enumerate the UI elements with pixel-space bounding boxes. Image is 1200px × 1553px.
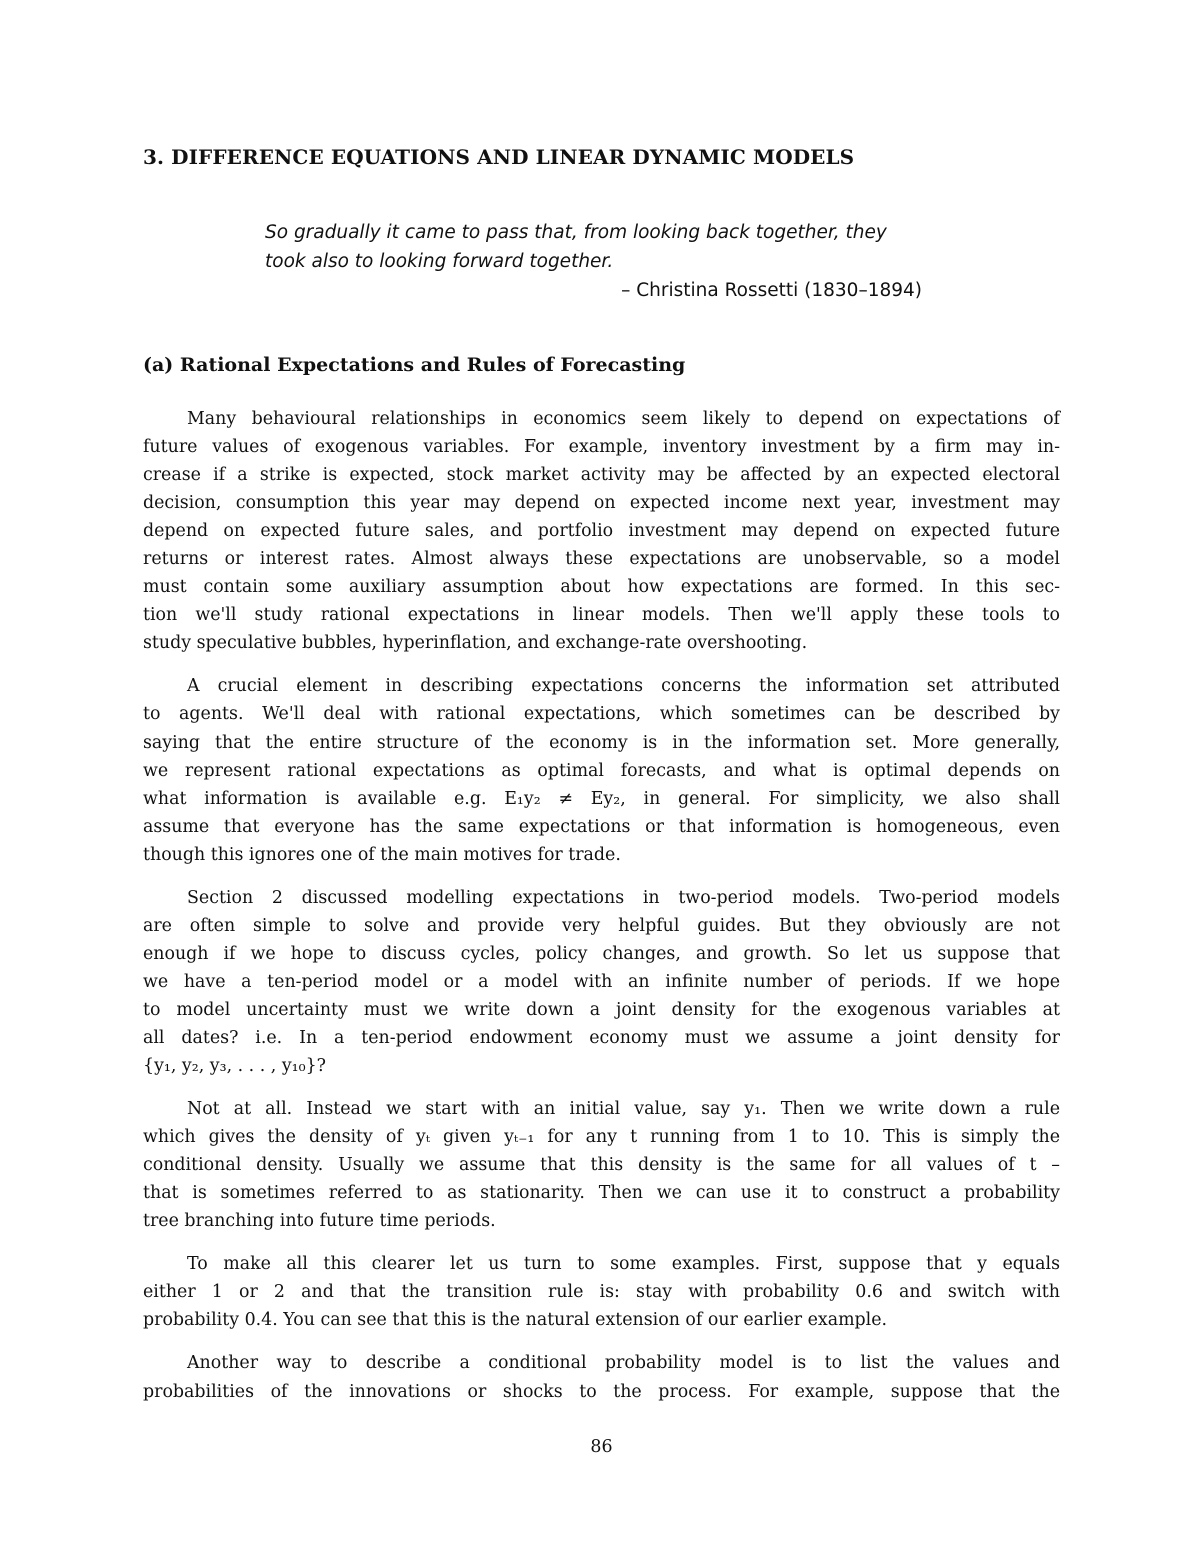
epigraph-quote-line-1: So gradually it came to pass that, from looking back together, they (265, 222, 887, 243)
text-line: we represent rational expectations as optimal forecasts, and what is optimal depends on (143, 760, 1060, 781)
text-line: Section 2 discussed modelling expectations in two-period models. Two-period models (187, 887, 1060, 908)
text-line: tree branching into future time periods. (143, 1211, 496, 1232)
body-text (143, 405, 1060, 1421)
paragraph (143, 672, 1060, 868)
page-number: 86 (590, 1437, 613, 1457)
paragraph (143, 1250, 1060, 1334)
text-line: To make all this clearer let us turn to some examples. First, suppose that y equals (187, 1254, 1060, 1275)
text-line: probability 0.4. You can see that this is the natural extension of our earlier example. (143, 1310, 888, 1331)
text-line: though this ignores one of the main motives for trade. (143, 844, 621, 865)
text-line: crease if a strike is expected, stock market activity may be affected by an expected electoral (143, 465, 1060, 486)
section-title: (a) Rational Expectations and Rules of Forecasting (143, 354, 686, 376)
page (143, 0, 1060, 1553)
text-line: A crucial element in describing expectations concerns the information set attributed (187, 676, 1060, 697)
paragraph (143, 884, 1060, 1080)
text-line: study speculative bubbles, hyperinflation, and exchange-rate overshooting. (143, 633, 808, 654)
chapter-title: 3. DIFFERENCE EQUATIONS AND LINEAR DYNAMIC MODELS (143, 145, 855, 169)
text-line: probabilities of the innovations or shocks to the process. For example, suppose that the (143, 1381, 1060, 1402)
text-line: saying that the entire structure of the economy is in the information set. More generally, (143, 732, 1060, 753)
paragraph (143, 1349, 1060, 1405)
text-line: what information is available e.g. E₁y₂ ≠ Ey₂, in general. For simplicity, we also shall (143, 788, 1060, 809)
epigraph-quote-line-2: took also to looking forward together. (265, 251, 614, 272)
text-line: depend on expected future sales, and portfolio investment may depend on expected future (143, 521, 1060, 542)
text-line: future values of exogenous variables. For example, inventory investment by a firm may in- (143, 437, 1060, 458)
text-line: returns or interest rates. Almost always these expectations are unobservable, so a model (143, 549, 1060, 570)
text-line: must contain some auxiliary assumption about how expectations are formed. In this sec- (143, 577, 1060, 598)
paragraph (143, 405, 1060, 657)
text-line: which gives the density of yₜ given yₜ₋₁ for any t running from 1 to 10. This is simply the (143, 1127, 1060, 1148)
text-line: enough if we hope to discuss cycles, policy changes, and growth. So let us suppose that (143, 943, 1060, 964)
text-line: that is sometimes referred to as stationarity. Then we can use it to construct a probability (143, 1183, 1060, 1204)
text-line: either 1 or 2 and that the transition rule is: stay with probability 0.6 and switch with (143, 1282, 1060, 1303)
text-line: to agents. We'll deal with rational expectations, which sometimes can be described by (143, 704, 1060, 725)
text-line: assume that everyone has the same expectations or that information is homogeneous, even (143, 816, 1060, 837)
text-line: Not at all. Instead we start with an initial value, say y₁. Then we write down a rule (187, 1099, 1060, 1120)
epigraph (265, 218, 945, 305)
text-line: conditional density. Usually we assume that this density is the same for all values of t – (143, 1155, 1060, 1176)
text-line: to model uncertainty must we write down a joint density for the exogenous variables at (143, 999, 1060, 1020)
epigraph-attribution: – Christina Rossetti (1830–1894) (621, 280, 922, 301)
text-line: Another way to describe a conditional probability model is to list the values and (187, 1353, 1060, 1374)
text-line: we have a ten-period model or a model with an infinite number of periods. If we hope (143, 971, 1060, 992)
paragraph (143, 1095, 1060, 1235)
text-line: all dates? i.e. In a ten-period endowment economy must we assume a joint density for (143, 1027, 1060, 1048)
text-line: are often simple to solve and provide very helpful guides. But they obviously are not (143, 915, 1060, 936)
text-line: {y₁, y₂, y₃, . . . , y₁₀}? (143, 1056, 327, 1077)
text-line: tion we'll study rational expectations in linear models. Then we'll apply these tools to (143, 605, 1060, 626)
text-line: decision, consumption this year may depend on expected income next year, investment may (143, 493, 1060, 514)
text-line: Many behavioural relationships in economics seem likely to depend on expectations of (187, 409, 1060, 429)
